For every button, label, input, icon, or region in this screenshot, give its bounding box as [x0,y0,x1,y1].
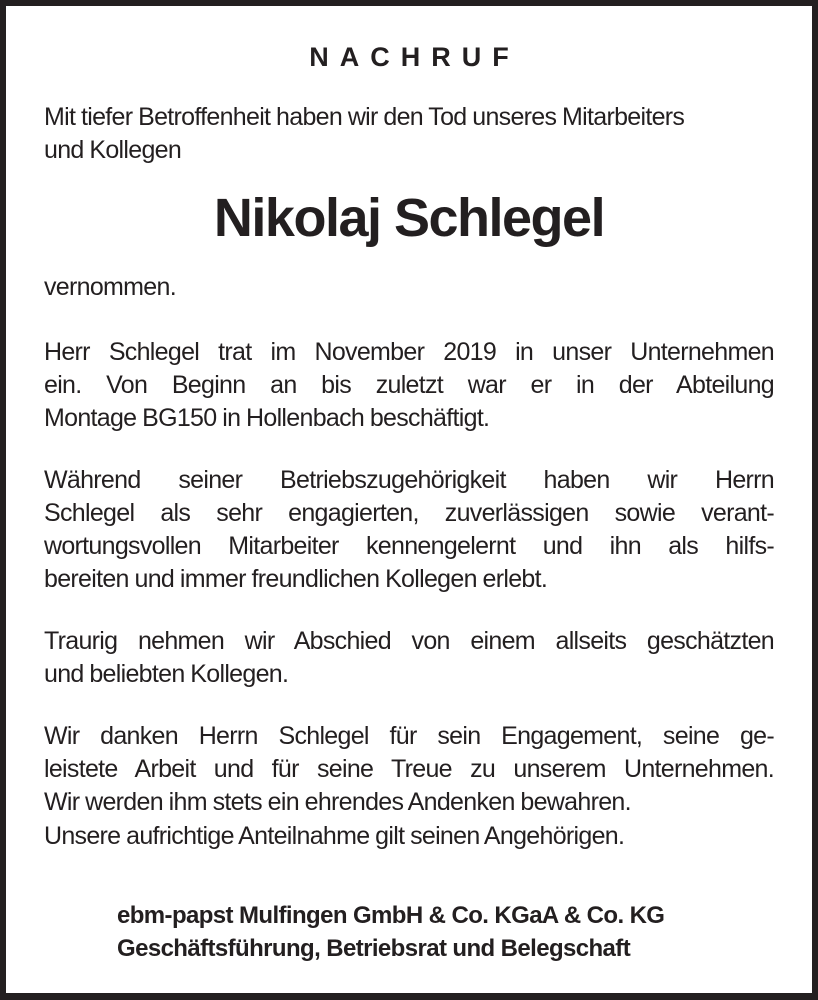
paragraph-line: bereiten und immer freundlichen Kollegen erlebt. [44,565,548,593]
signature-company: ebm-papst Mulfingen GmbH & Co. KGaA & Co. KG [117,902,665,929]
signature-groups: Geschäftsführung, Betriebsrat und Belegschaft [117,935,631,962]
after-name-line: vernommen. [44,273,176,301]
intro-line: und Kollegen [44,136,182,164]
paragraph-line: Unsere aufrichtige Anteilnahme gilt seinen Angehörigen. [44,822,625,850]
intro-line: Mit tiefer Betroffenheit haben wir den Tod unseres Mitarbeiters [44,103,685,131]
deceased-name: Nikolaj Schlegel [213,188,605,248]
paragraph-line: ein. Von Beginn an bis zuletzt war er in der Abteilung [44,371,774,399]
paragraph-line: und beliebten Kollegen. [44,660,289,688]
paragraph-line: wortungsvollen Mitarbeiter kennengelernt und ihn als hilfs- [44,532,774,560]
paragraph-line: Wir danken Herrn Schlegel für sein Engagement, seine ge- [44,722,774,750]
after-name-text [44,271,774,304]
paragraph-line: Wir werden ihm stets ein ehrendes Andenken bewahren. [44,788,631,816]
paragraph-farewell [44,625,774,691]
paragraph-line: Herr Schlegel trat im November 2019 in unser Unternehmen [44,338,774,366]
paragraph-line: Während seiner Betriebszugehörigkeit haben wir Herrn [44,466,774,494]
intro-text [44,101,774,167]
paragraph-character [44,464,774,596]
paragraph-thanks [44,720,774,819]
notice-title: NACHRUF [309,42,520,72]
paragraph-line: Schlegel als sehr engagierten, zuverlässigen sowie verant- [44,499,774,527]
paragraph-line: leistete Arbeit und für seine Treue zu unserem Unternehmen. [44,755,774,783]
paragraph-line: Traurig nehmen wir Abschied von einem allseits geschätzten [44,627,774,655]
paragraph-employment [44,336,774,435]
signature-block [117,899,664,965]
paragraph-condolence [44,820,774,853]
paragraph-line: Montage BG150 in Hollenbach beschäftigt. [44,404,490,432]
